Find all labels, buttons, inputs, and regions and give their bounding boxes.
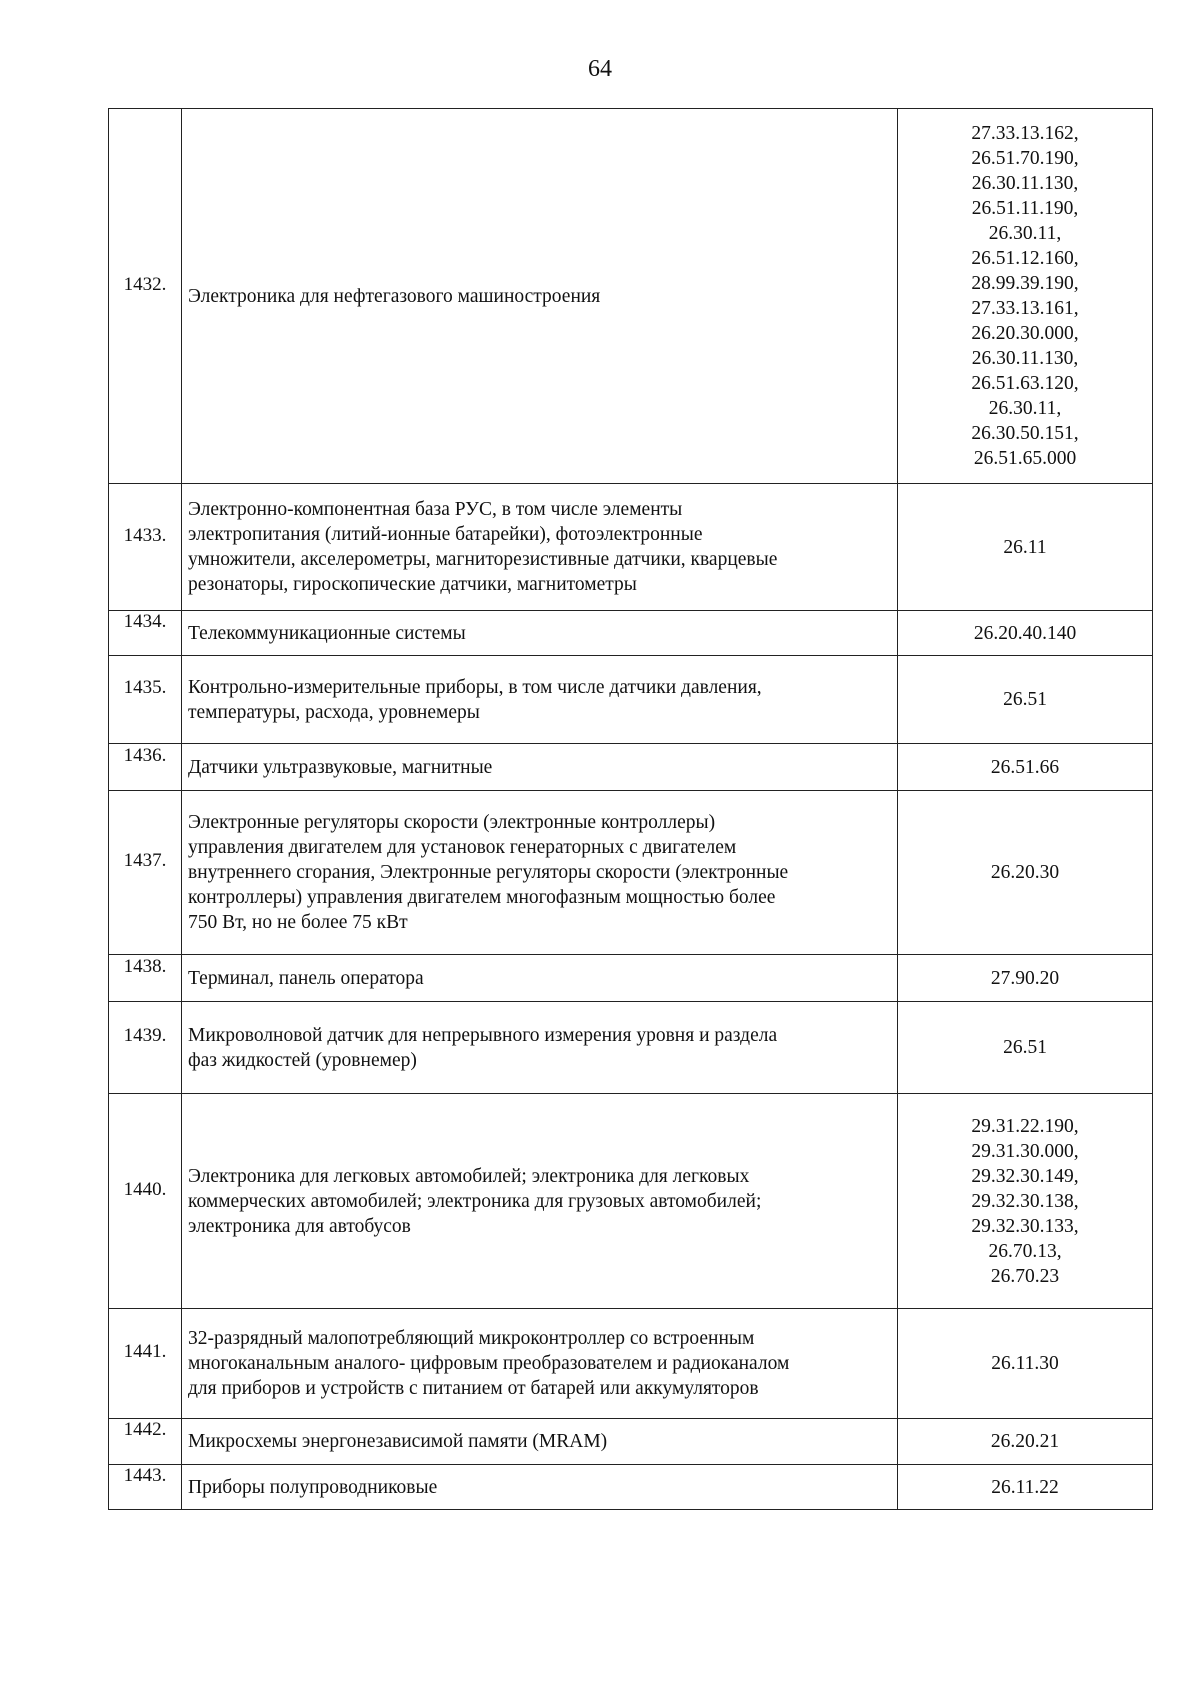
okpd-code: 26.70.13,: [988, 1240, 1062, 1262]
okpd-code: 27.90.20: [990, 967, 1060, 989]
row-number: 1434.: [123, 610, 167, 632]
okpd-code: 26.20.30: [990, 862, 1060, 883]
row-number-cell: [109, 656, 182, 744]
row-number-cell: [109, 1309, 182, 1419]
table-row: [109, 1465, 1153, 1510]
okpd-code: 26.30.11.130,: [971, 173, 1079, 194]
product-name: Приборы полупроводниковые: [182, 1465, 898, 1510]
row-number: 1436.: [123, 744, 167, 766]
okpd-code: 26.51.12.160,: [971, 248, 1079, 269]
table-row: [109, 1309, 1153, 1419]
row-number-cell: [109, 955, 182, 1002]
okpd-code: 26.51: [1003, 1037, 1047, 1058]
table-row: [109, 1094, 1153, 1309]
okpd-code: 28.99.39.190,: [971, 273, 1079, 294]
row-number-cell: [109, 744, 182, 791]
row-number: 1432.: [123, 273, 167, 295]
okpd-code: 27.33.13.162,: [971, 123, 1079, 144]
okpd-code: 26.51.70.190,: [971, 148, 1079, 169]
page-number: 64: [588, 56, 612, 82]
row-number: 1442.: [123, 1419, 167, 1440]
row-number: 1435.: [123, 677, 167, 698]
row-number-cell: [109, 1002, 182, 1094]
okpd-codes: [898, 1419, 1153, 1465]
row-number: 1437.: [123, 850, 167, 871]
product-name: Датчики ультразвуковые, магнитные: [182, 744, 898, 791]
okpd-code: 26.11.22: [991, 1476, 1059, 1498]
okpd-code: 26.51: [1003, 689, 1047, 710]
okpd-code: 26.30.50.151,: [971, 423, 1079, 444]
okpd-code: 29.32.30.149,: [971, 1165, 1079, 1187]
table-row: [109, 656, 1153, 744]
okpd-code: 26.20.40.140: [973, 622, 1077, 644]
row-number-cell: [109, 1419, 182, 1465]
table-row: [109, 1419, 1153, 1465]
okpd-code: 29.32.30.138,: [971, 1190, 1079, 1212]
table-row: [109, 791, 1153, 955]
product-name: 32-разрядный малопотребляющий микроконтроллер со встроенным многоканальным аналого- цифровым преобразователем и радиоканалом для приборов и устройств с питанием от батарей или аккумуляторов: [182, 1309, 898, 1419]
okpd-code: 26.70.23: [990, 1265, 1060, 1287]
row-number: 1439.: [123, 1025, 167, 1046]
row-number-cell: [109, 611, 182, 656]
okpd-table: [108, 108, 1153, 1510]
okpd-code: 26.11: [1003, 536, 1047, 558]
product-name: Электронные регуляторы скорости (электронные контроллеры) управления двигателем для установок генераторных с двигателем внутреннего сгорания, Электронные регуляторы скорости (электронные контроллеры) управления двигателем многофазным мощностью более 750 Вт, но не более 75 кВт: [182, 791, 898, 955]
table-row: [109, 1002, 1153, 1094]
okpd-codes: [898, 1002, 1153, 1094]
row-number: 1441.: [123, 1341, 167, 1362]
table-row: [109, 109, 1153, 484]
table-row: [109, 484, 1153, 611]
okpd-code: 26.30.11.130,: [971, 348, 1079, 369]
row-number-cell: [109, 484, 182, 611]
okpd-codes: [898, 1094, 1153, 1309]
row-number: 1440.: [123, 1178, 167, 1200]
okpd-code: 27.33.13.161,: [971, 298, 1079, 319]
okpd-codes: [898, 1465, 1153, 1510]
okpd-code: 26.30.11,: [988, 398, 1062, 419]
row-number-cell: [109, 791, 182, 955]
product-name: Контрольно-измерительные приборы, в том числе датчики давления, температуры, расхода, уровнемеры: [182, 656, 898, 744]
okpd-codes: [898, 791, 1153, 955]
product-name: Электроника для легковых автомобилей; электроника для легковых коммерческих автомобилей; электроника для грузовых автомобилей; электроника для автобусов: [182, 1094, 898, 1309]
okpd-code: 26.51.11.190,: [971, 198, 1079, 219]
row-number-cell: [109, 1094, 182, 1309]
okpd-codes: [898, 484, 1153, 611]
table-row: [109, 955, 1153, 1002]
row-number: 1438.: [123, 955, 167, 977]
okpd-codes: [898, 744, 1153, 791]
okpd-codes: [898, 109, 1153, 484]
okpd-code: 26.30.11,: [988, 223, 1062, 244]
row-number-cell: [109, 1465, 182, 1510]
table-row: [109, 611, 1153, 656]
okpd-code: 26.51.63.120,: [971, 373, 1079, 394]
okpd-code: 29.32.30.133,: [971, 1215, 1079, 1237]
okpd-codes: [898, 1309, 1153, 1419]
row-number: 1443.: [123, 1464, 167, 1486]
row-number-cell: [109, 109, 182, 484]
product-name: Электронно-компонентная база РУС, в том числе элементы электропитания (литий-ионные батарейки), фотоэлектронные умножители, акселерометры, магниторезистивные датчики, кварцевые резонаторы, гироскопические датчики, магнитометры: [182, 484, 898, 611]
okpd-codes: [898, 955, 1153, 1002]
okpd-code: 26.51.65.000: [973, 448, 1077, 469]
okpd-codes: [898, 611, 1153, 656]
table-row: [109, 744, 1153, 791]
row-number: 1433.: [123, 524, 167, 546]
okpd-code: 26.51.66: [990, 756, 1060, 778]
product-name: Электроника для нефтегазового машиностроения: [182, 109, 898, 484]
product-name: Микросхемы энергонезависимой памяти (MRAM): [182, 1419, 898, 1465]
product-name: Терминал, панель оператора: [182, 955, 898, 1002]
okpd-code: 26.11.30: [991, 1353, 1059, 1374]
product-name: Микроволновой датчик для непрерывного измерения уровня и раздела фаз жидкостей (уровнемер): [182, 1002, 898, 1094]
okpd-code: 26.20.21: [990, 1431, 1060, 1452]
okpd-codes: [898, 656, 1153, 744]
product-name: Телекоммуникационные системы: [182, 611, 898, 656]
table-body: [109, 109, 1153, 1510]
okpd-code: 29.31.30.000,: [971, 1140, 1079, 1162]
okpd-code: 26.20.30.000,: [971, 323, 1079, 344]
okpd-code: 29.31.22.190,: [971, 1115, 1079, 1137]
